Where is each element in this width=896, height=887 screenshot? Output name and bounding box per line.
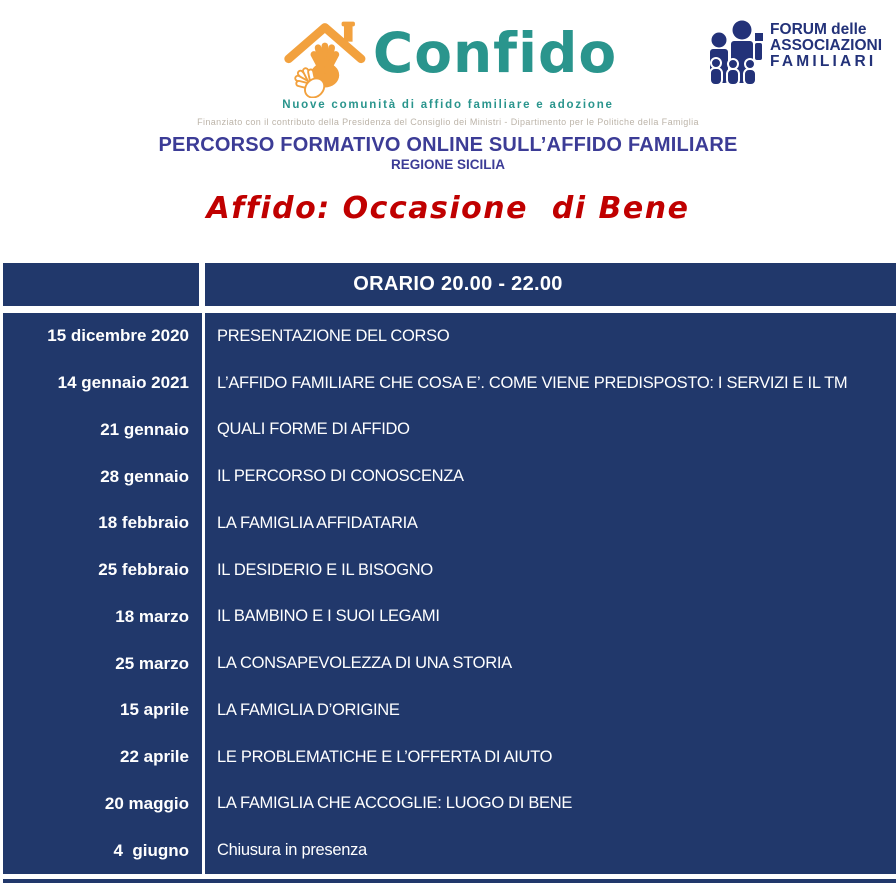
main-title: Affido: Occasione di Bene [206,191,690,226]
session-date: 4 giugno [3,827,205,874]
table-row [3,827,896,874]
forum-family-icon [705,19,765,85]
funding-note: Finanziato con il contributo della Presidenza del Consiglio dei Ministri - Dipartimento per le Politiche della Famiglia [197,117,699,127]
schedule-body [3,313,896,874]
table-row [3,407,896,454]
session-date: 25 marzo [3,640,205,687]
forum-logo-line2: ASSOCIAZIONI [770,37,882,54]
table-row [3,594,896,641]
session-topic: LA FAMIGLIA D’ORIGINE [217,700,400,719]
session-date: 15 dicembre 2020 [3,313,205,360]
table-row [3,687,896,734]
confido-logo [279,14,617,111]
session-topic: PRESENTAZIONE DEL CORSO [217,326,450,345]
forum-logo [705,19,882,85]
session-date: 18 febbraio [3,500,205,547]
session-topic: L’AFFIDO FAMILIARE CHE COSA E’. COME VIENE PREDISPOSTO: I SERVIZI E IL TM [217,373,848,392]
session-topic: LA FAMIGLIA CHE ACCOGLIE: LUOGO DI BENE [217,794,573,813]
schedule-header-date-cell [3,263,205,306]
forum-logo-line1: FORUM delle [770,21,867,38]
session-topic: IL DESIDERIO E IL BISOGNO [217,560,433,579]
orario-header-label: ORARIO 20.00 - 22.00 [353,273,563,295]
session-date: 22 aprile [3,734,205,781]
confido-logo-text: Confido [372,21,618,85]
table-row [3,500,896,547]
confido-house-hands-icon [279,14,371,98]
session-date: 21 gennaio [3,407,205,454]
table-bottom-edge [3,879,896,883]
schedule-header-row [3,263,896,306]
schedule-header-time-cell [205,263,896,306]
table-row [3,360,896,407]
table-row [3,781,896,828]
session-topic: LA FAMIGLIA AFFIDATARIA [217,513,418,532]
session-date: 20 maggio [3,781,205,828]
table-row [3,734,896,781]
session-date: 28 gennaio [3,453,205,500]
table-row [3,640,896,687]
session-date: 14 gennaio 2021 [3,360,205,407]
table-row [3,453,896,500]
schedule-table [3,263,896,883]
session-topic: IL PERCORSO DI CONOSCENZA [217,467,464,486]
logo-row [0,0,896,111]
session-date: 18 marzo [3,594,205,641]
session-date: 15 aprile [3,687,205,734]
session-topic: QUALI FORME DI AFFIDO [217,420,410,439]
session-topic: Chiusura in presenza [217,841,367,860]
table-row [3,547,896,594]
confido-tagline: Nuove comunità di affido familiare e adozione [282,99,614,111]
confido-logo-top [279,14,617,98]
session-topic: LE PROBLEMATICHE E L’OFFERTA DI AIUTO [217,747,553,766]
table-row [3,313,896,360]
session-topic: IL BAMBINO E I SUOI LEGAMI [217,607,440,626]
course-region: REGIONE SICILIA [390,157,505,172]
forum-logo-line3: FAMILIARI [770,53,877,70]
session-date: 25 febbraio [3,547,205,594]
session-topic: LA CONSAPEVOLEZZA DI UNA STORIA [217,654,512,673]
forum-logo-text [770,19,882,70]
course-title: PERCORSO FORMATIVO ONLINE SULL’AFFIDO FAMILIARE [158,134,738,156]
